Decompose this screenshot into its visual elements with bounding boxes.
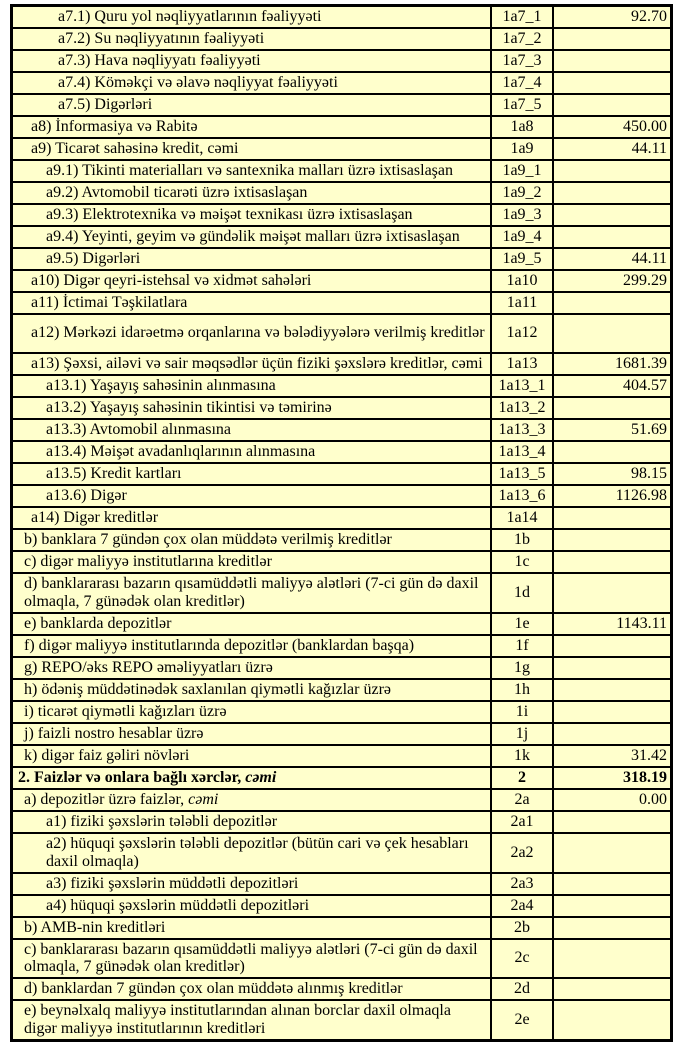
row-label-cell bbox=[12, 50, 492, 72]
row-value-cell[interactable] bbox=[553, 72, 672, 94]
row-code-cell: 1a14 bbox=[491, 507, 553, 529]
table-row bbox=[12, 613, 672, 635]
row-code-cell: 1a9_3 bbox=[491, 204, 553, 226]
row-code-cell: 1a7_4 bbox=[491, 72, 553, 94]
row-label-text: a9) Ticarət sahəsinə kredit, cəmi bbox=[31, 139, 239, 157]
table-row bbox=[12, 160, 672, 182]
row-label-cell bbox=[12, 573, 492, 613]
row-value-cell[interactable] bbox=[553, 939, 672, 979]
row-value-cell[interactable]: 1143.11 bbox=[553, 613, 672, 635]
table-row bbox=[12, 441, 672, 463]
row-code-cell: 1c bbox=[491, 551, 553, 573]
table-row bbox=[12, 811, 672, 833]
row-label-cell bbox=[12, 833, 492, 873]
row-label-cell bbox=[12, 657, 492, 679]
row-label-text: k) digər faiz gəliri növləri bbox=[24, 746, 190, 764]
row-label-text: c) digər maliyyə institutlarına kreditlər bbox=[24, 552, 272, 570]
row-code-cell: 1a9 bbox=[491, 138, 553, 160]
row-value-cell[interactable] bbox=[553, 226, 672, 248]
row-label-text: a9.3) Elektrotexnika və məişət texnikası üzrə ixtisaslaşan bbox=[46, 205, 413, 223]
row-value-cell[interactable] bbox=[553, 50, 672, 72]
row-code-cell: 1a13 bbox=[491, 353, 553, 375]
row-label-text: a10) Digər qeyri-istehsal və xidmət sahələri bbox=[31, 271, 312, 289]
row-code-cell: 1a13_1 bbox=[491, 375, 553, 397]
row-label-cell bbox=[12, 160, 492, 182]
row-value-cell[interactable] bbox=[553, 441, 672, 463]
table-row bbox=[12, 657, 672, 679]
row-label-text: a9.2) Avtomobil ticarəti üzrə ixtisaslaşan bbox=[46, 183, 308, 201]
row-label-text: a14) Digər kreditlər bbox=[31, 508, 159, 526]
row-label-text: c) banklararası bazarın qısamüddətli maliyyə alətləri (7-ci gün də daxil olmaqla, 7 günədək olan kreditlər) bbox=[24, 940, 478, 976]
row-label-text: d) banklardan 7 gündən çox olan müddətə alınmış kreditlər bbox=[24, 980, 403, 998]
row-value-cell[interactable] bbox=[553, 811, 672, 833]
row-label-text: a9.1) Tikinti materialları və santexnika malları üzrə ixtisaslaşan bbox=[46, 161, 453, 179]
row-label-text: a7.1) Quru yol nəqliyyatlarının fəaliyyəti bbox=[58, 8, 322, 25]
row-label-cell bbox=[12, 529, 492, 551]
row-code-cell: 1g bbox=[491, 657, 553, 679]
row-code-cell: 2c bbox=[491, 939, 553, 979]
row-label-cell bbox=[12, 441, 492, 463]
row-value-cell[interactable]: 450.00 bbox=[553, 116, 672, 138]
row-label-cell bbox=[12, 811, 492, 833]
row-code-cell: 1a13_6 bbox=[491, 485, 553, 507]
row-label-italic-suffix: cəmi bbox=[245, 768, 277, 786]
row-value-cell[interactable] bbox=[553, 529, 672, 551]
row-label-cell bbox=[12, 375, 492, 397]
row-label-cell bbox=[12, 226, 492, 248]
table-row bbox=[12, 507, 672, 529]
row-value-cell[interactable] bbox=[553, 28, 672, 50]
table-row bbox=[12, 917, 672, 939]
row-value-cell[interactable]: 1126.98 bbox=[553, 485, 672, 507]
row-label-cell bbox=[12, 314, 492, 353]
row-label-text: d) banklararası bazarın qısamüddətli maliyyə alətləri (7-ci gün də daxil olmaqla, 7 günədək olan kreditlər) bbox=[24, 574, 479, 610]
row-value-cell[interactable]: 404.57 bbox=[553, 375, 672, 397]
row-value-cell[interactable] bbox=[553, 978, 672, 1000]
row-label-text: a13.2) Yaşayış sahəsinin tikintisi və təmirinə bbox=[46, 398, 332, 416]
row-label-text: j) faizli nostro hesablar üzrə bbox=[24, 724, 204, 742]
table-row bbox=[12, 767, 672, 789]
table-row bbox=[12, 635, 672, 657]
table-row bbox=[12, 28, 672, 50]
table-row bbox=[12, 138, 672, 160]
row-code-cell: 1k bbox=[491, 745, 553, 767]
row-label-cell bbox=[12, 507, 492, 529]
row-label-cell bbox=[12, 701, 492, 723]
row-label-cell bbox=[12, 182, 492, 204]
row-label-cell bbox=[12, 917, 492, 939]
row-value-cell[interactable] bbox=[553, 160, 672, 182]
row-label-cell bbox=[12, 94, 492, 116]
table-row bbox=[12, 226, 672, 248]
row-code-cell: 1a9_5 bbox=[491, 248, 553, 270]
row-label-text: b) AMB-nin kreditləri bbox=[24, 918, 166, 936]
table-row bbox=[12, 745, 672, 767]
row-value-cell[interactable] bbox=[553, 895, 672, 917]
row-value-cell[interactable]: 0.00 bbox=[553, 789, 672, 811]
row-label-text: a7.2) Su nəqliyyatının fəaliyyəti bbox=[58, 29, 265, 47]
row-label-cell bbox=[12, 204, 492, 226]
row-value-cell[interactable] bbox=[553, 657, 672, 679]
row-code-cell: 1a9_1 bbox=[491, 160, 553, 182]
row-value-cell[interactable]: 1681.39 bbox=[553, 353, 672, 375]
table-row bbox=[12, 353, 672, 375]
row-label-text: a1) fiziki şəxslərin tələbli depozitlər bbox=[46, 812, 278, 830]
table-row bbox=[12, 314, 672, 353]
row-value-cell[interactable] bbox=[553, 723, 672, 745]
row-code-cell: 1a13_3 bbox=[491, 419, 553, 441]
report-table bbox=[10, 4, 673, 1042]
table-row bbox=[12, 679, 672, 701]
table-row bbox=[12, 248, 672, 270]
row-code-cell: 1a13_2 bbox=[491, 397, 553, 419]
table-row bbox=[12, 895, 672, 917]
table-row bbox=[12, 292, 672, 314]
row-label-cell bbox=[12, 895, 492, 917]
row-label-text: a13.1) Yaşayış sahəsinin alınmasına bbox=[46, 376, 276, 394]
row-value-cell[interactable] bbox=[553, 292, 672, 314]
table-row bbox=[12, 978, 672, 1000]
row-label-text: a7.4) Köməkçi və əlavə nəqliyyat fəaliyyəti bbox=[58, 73, 338, 91]
table-body bbox=[12, 6, 672, 1041]
row-label-cell bbox=[12, 551, 492, 573]
row-label-cell bbox=[12, 485, 492, 507]
table-row bbox=[12, 375, 672, 397]
table-row bbox=[12, 485, 672, 507]
row-value-cell[interactable]: 31.42 bbox=[553, 745, 672, 767]
row-value-cell[interactable] bbox=[553, 917, 672, 939]
row-value-cell[interactable] bbox=[553, 94, 672, 116]
row-label-cell bbox=[12, 679, 492, 701]
row-code-cell: 1h bbox=[491, 679, 553, 701]
table-row bbox=[12, 397, 672, 419]
row-label-cell bbox=[12, 939, 492, 979]
row-value-cell[interactable]: 44.11 bbox=[553, 138, 672, 160]
row-code-cell: 1a9_4 bbox=[491, 226, 553, 248]
row-label-text: a9.5) Digərləri bbox=[46, 249, 141, 267]
row-label-cell bbox=[12, 789, 492, 811]
row-label-text: e) banklarda depozitlər bbox=[24, 614, 172, 632]
row-label-italic-suffix: cəmi bbox=[188, 790, 219, 808]
row-code-cell: 1a8 bbox=[491, 116, 553, 138]
row-label-cell bbox=[12, 292, 492, 314]
row-code-cell: 2a4 bbox=[491, 895, 553, 917]
table-row bbox=[12, 94, 672, 116]
row-code-cell: 1a9_2 bbox=[491, 182, 553, 204]
row-label-text: a) depozitlər üzrə faizlər, bbox=[24, 790, 189, 808]
table-row bbox=[12, 723, 672, 745]
row-label-text: a13.3) Avtomobil alınmasına bbox=[46, 420, 232, 438]
row-label-text: a11) İctimai Təşkilatlara bbox=[31, 293, 188, 311]
row-label-text: a3) fiziki şəxslərin müddətli depozitləri bbox=[46, 874, 299, 892]
row-label-text: a2) hüquqi şəxslərin tələbli depozitlər (bütün cari və çek hesabları daxil olmaqla) bbox=[46, 834, 469, 870]
row-label-cell bbox=[12, 613, 492, 635]
row-label-cell bbox=[12, 463, 492, 485]
row-value-cell[interactable] bbox=[553, 551, 672, 573]
row-label-text: a9.4) Yeyinti, geyim və gündəlik məişət malları üzrə ixtisaslaşan bbox=[46, 227, 460, 245]
table-row bbox=[12, 1000, 672, 1040]
row-label-text: h) ödəniş müddətinədək saxlanılan qiymətli kağızlar üzrə bbox=[24, 680, 391, 698]
row-code-cell: 1d bbox=[491, 573, 553, 613]
row-code-cell: 2a2 bbox=[491, 833, 553, 873]
table-row bbox=[12, 116, 672, 138]
row-code-cell: 1e bbox=[491, 613, 553, 635]
row-value-cell[interactable] bbox=[553, 182, 672, 204]
row-label-text: a7.5) Digərləri bbox=[58, 95, 153, 113]
row-value-cell[interactable]: 92.70 bbox=[553, 6, 672, 28]
row-label-cell bbox=[12, 723, 492, 745]
row-code-cell: 2a1 bbox=[491, 811, 553, 833]
row-code-cell: 1a13_5 bbox=[491, 463, 553, 485]
row-code-cell: 1f bbox=[491, 635, 553, 657]
row-code-cell: 2 bbox=[491, 767, 553, 789]
row-code-cell: 1a11 bbox=[491, 292, 553, 314]
row-label-text: e) beynəlxalq maliyyə institutlarından alınan borclar daxil olmaqla digər maliyyə institutlarının kreditləri bbox=[24, 1002, 451, 1038]
row-label-cell bbox=[12, 6, 492, 28]
row-label-text: b) banklara 7 gündən çox olan müddətə verilmiş kreditlər bbox=[24, 530, 392, 548]
row-value-cell[interactable] bbox=[553, 1000, 672, 1040]
row-label-cell bbox=[12, 270, 492, 292]
row-label-cell bbox=[12, 1000, 492, 1040]
row-label-cell bbox=[12, 419, 492, 441]
row-label-cell bbox=[12, 873, 492, 895]
table-row bbox=[12, 833, 672, 873]
row-code-cell: 2a bbox=[491, 789, 553, 811]
row-label-cell bbox=[12, 635, 492, 657]
row-label-cell bbox=[12, 397, 492, 419]
row-label-text: a7.3) Hava nəqliyyatı fəaliyyəti bbox=[58, 51, 261, 69]
row-label-text: a13.4) Məişət avadanlıqlarının alınmasına bbox=[46, 442, 316, 460]
table-row bbox=[12, 419, 672, 441]
row-label-text: a4) hüquqi şəxslərin müddətli depozitləri bbox=[46, 896, 310, 914]
row-value-cell[interactable] bbox=[553, 635, 672, 657]
row-code-cell: 1i bbox=[491, 701, 553, 723]
row-code-cell: 1a12 bbox=[491, 314, 553, 353]
table-row bbox=[12, 789, 672, 811]
row-value-cell[interactable]: 299.29 bbox=[553, 270, 672, 292]
table-row bbox=[12, 50, 672, 72]
table-row bbox=[12, 6, 672, 28]
table-row bbox=[12, 551, 672, 573]
row-label-cell bbox=[12, 767, 492, 789]
table-row bbox=[12, 573, 672, 613]
row-value-cell[interactable] bbox=[553, 873, 672, 895]
row-code-cell: 1a10 bbox=[491, 270, 553, 292]
table-row bbox=[12, 939, 672, 979]
table-row bbox=[12, 72, 672, 94]
row-code-cell: 1j bbox=[491, 723, 553, 745]
row-label-cell bbox=[12, 745, 492, 767]
table-row bbox=[12, 204, 672, 226]
row-label-text: a13.6) Digər bbox=[46, 486, 127, 504]
row-label-cell bbox=[12, 72, 492, 94]
row-label-text: a13) Şəxsi, ailəvi və sair məqsədlər üçün fiziki şəxslərə kreditlər, cəmi bbox=[31, 354, 483, 372]
row-label-cell bbox=[12, 978, 492, 1000]
table-row bbox=[12, 182, 672, 204]
row-value-cell[interactable]: 318.19 bbox=[553, 767, 672, 789]
row-label-text: a12) Mərkəzi idarəetmə orqanlarına və bələdiyyələrə verilmiş kreditlər bbox=[31, 324, 485, 342]
row-value-cell[interactable] bbox=[553, 507, 672, 529]
table-row bbox=[12, 270, 672, 292]
row-label-text: a8) İnformasiya və Rabitə bbox=[31, 117, 198, 135]
row-code-cell: 2a3 bbox=[491, 873, 553, 895]
row-label-text: i) ticarət qiymətli kağızları üzrə bbox=[24, 702, 227, 720]
table-row bbox=[12, 701, 672, 723]
row-value-cell[interactable]: 44.11 bbox=[553, 248, 672, 270]
row-value-cell[interactable] bbox=[553, 679, 672, 701]
row-code-cell: 1a7_5 bbox=[491, 94, 553, 116]
row-label-text: g) REPO/əks REPO əməliyyatları üzrə bbox=[24, 658, 273, 676]
row-value-cell[interactable] bbox=[553, 204, 672, 226]
row-label-cell bbox=[12, 116, 492, 138]
row-code-cell: 2d bbox=[491, 978, 553, 1000]
row-code-cell: 2b bbox=[491, 917, 553, 939]
row-code-cell: 2e bbox=[491, 1000, 553, 1040]
row-code-cell: 1a7_1 bbox=[491, 6, 553, 28]
row-value-cell[interactable] bbox=[553, 833, 672, 873]
row-code-cell: 1b bbox=[491, 529, 553, 551]
row-label-cell bbox=[12, 28, 492, 50]
row-label-text: 2. Faizlər və onlara bağlı xərclər, bbox=[18, 768, 246, 786]
table-row bbox=[12, 873, 672, 895]
row-code-cell: 1a7_3 bbox=[491, 50, 553, 72]
row-value-cell[interactable] bbox=[553, 314, 672, 353]
row-value-cell[interactable]: 98.15 bbox=[553, 463, 672, 485]
row-label-text: f) digər maliyyə institutlarında depozitlər (banklardan başqa) bbox=[24, 636, 415, 654]
row-value-cell[interactable] bbox=[553, 573, 672, 613]
table-row bbox=[12, 529, 672, 551]
row-code-cell: 1a13_4 bbox=[491, 441, 553, 463]
row-label-cell bbox=[12, 138, 492, 160]
row-code-cell: 1a7_2 bbox=[491, 28, 553, 50]
row-label-cell bbox=[12, 353, 492, 375]
row-value-cell[interactable]: 51.69 bbox=[553, 419, 672, 441]
row-label-text: a13.5) Kredit kartları bbox=[46, 464, 182, 482]
table-row bbox=[12, 463, 672, 485]
row-value-cell[interactable] bbox=[553, 397, 672, 419]
row-value-cell[interactable] bbox=[553, 701, 672, 723]
row-label-cell bbox=[12, 248, 492, 270]
